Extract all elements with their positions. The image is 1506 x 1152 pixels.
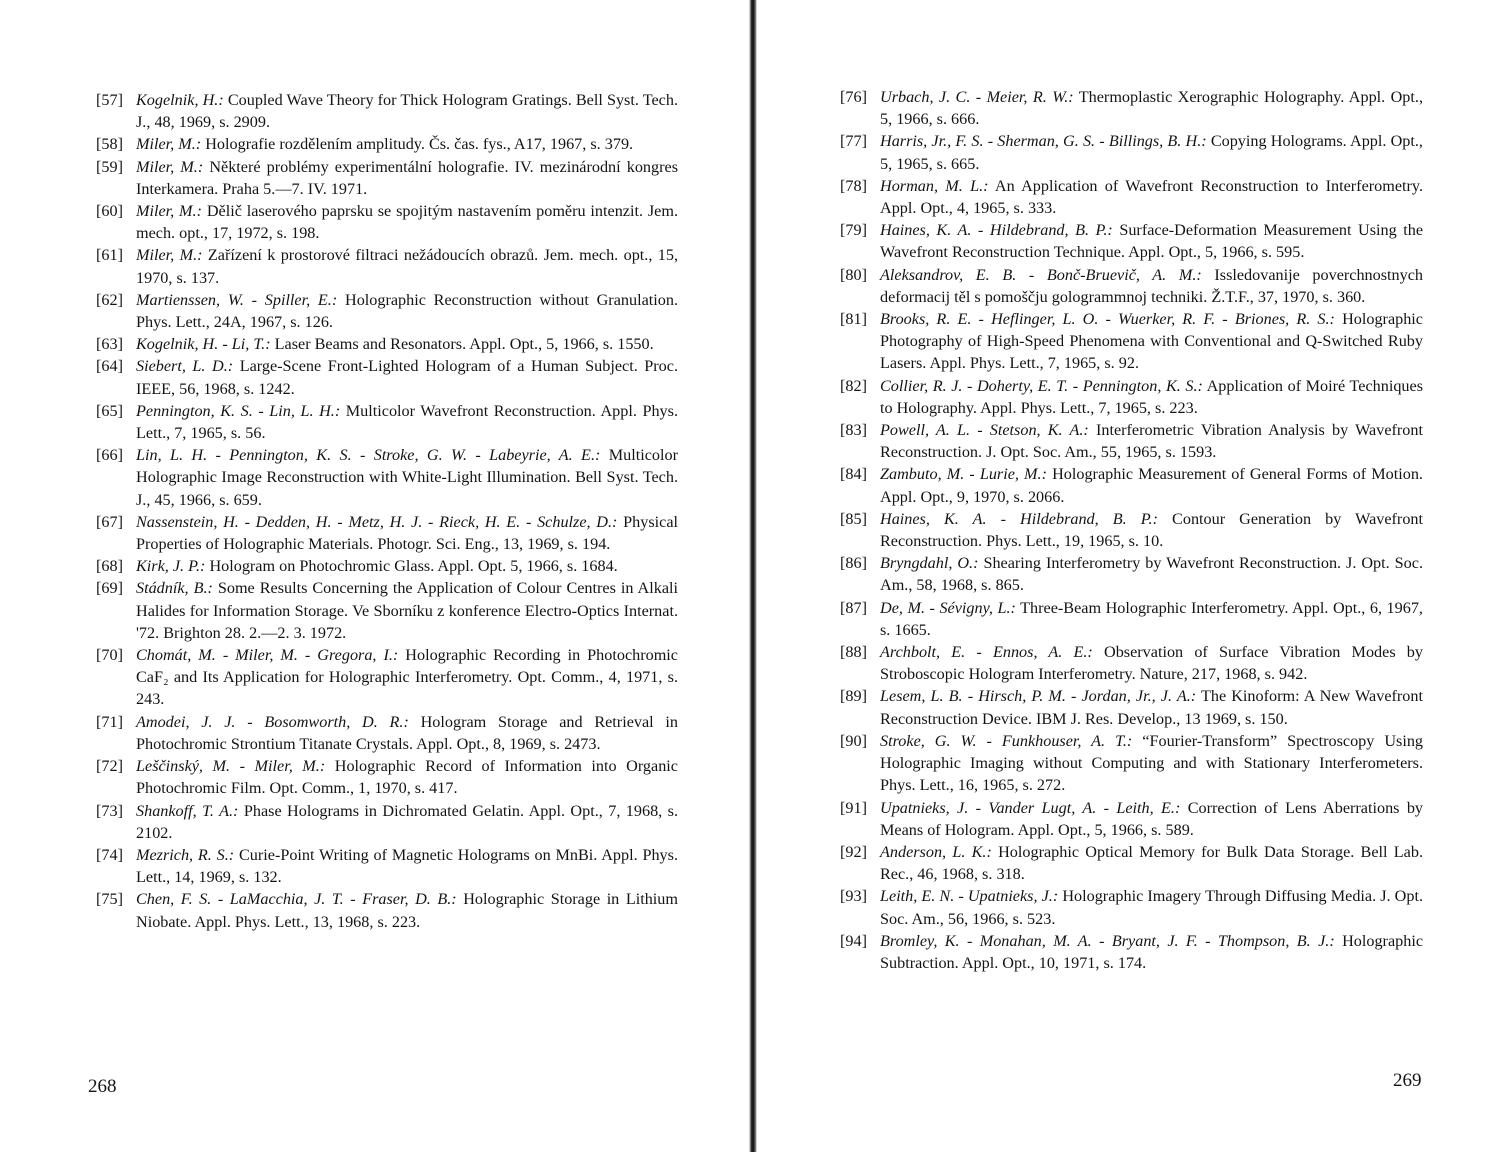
reference-number: [61] (96, 246, 123, 265)
reference-item (840, 130, 1423, 174)
reference-text: Surface-Deformation Measurement Using the Wavefront Reconstruction Technique. Appl. Opt., 5, 1966, s. 595. (880, 221, 1423, 262)
reference-number: [84] (840, 465, 867, 484)
reference-text: Physical Properties of Holographic Materials. Photogr. Sci. Eng., 13, 1969, s. 194. (136, 512, 678, 554)
reference-authors: Siebert, L. D.: (136, 357, 234, 376)
reference-authors: Anderson, L. K.: (880, 842, 992, 861)
reference-item (840, 841, 1423, 885)
reference-text: Application of Moiré Techniques to Holography. Appl. Phys. Lett., 7, 1965, s. 223. (880, 376, 1423, 417)
reference-text: Holographic Subtraction. Appl. Opt., 10, 1971, s. 174. (880, 931, 1424, 972)
reference-text: Holographic Photography of High-Speed Phenomena with Conventional and Q-Switched Ruby Lasers. Appl. Phys. Lett., 7, 1965, s. 92. (880, 310, 1423, 373)
reference-item (96, 444, 678, 511)
reference-text: Hologram on Photochromic Glass. Appl. Opt. 5, 1966, s. 1684. (205, 557, 618, 576)
reference-authors: Amodei, J. J. - Bosomworth, D. R.: (136, 712, 409, 731)
reference-text: Thermoplastic Xerographic Holography. Appl. Opt., 5, 1966, s. 666. (880, 88, 1423, 129)
reference-authors: Shankoff, T. A.: (136, 801, 239, 820)
reference-text: Dělič laserového paprsku se spojitým nastavením poměru intenzit. Jem. mech. opt., 17, 1972, s. 198. (136, 202, 678, 243)
reference-item (96, 511, 678, 555)
reference-authors: Archbolt, E. - Ennos, A. E.: (880, 643, 1093, 662)
reference-number: [85] (840, 509, 867, 528)
reference-item (96, 133, 678, 155)
reference-item (96, 555, 678, 577)
reference-authors: Kogelnik, H. - Li, T.: (136, 335, 271, 354)
reference-number: [83] (840, 421, 867, 440)
reference-list (840, 86, 1423, 974)
reference-number: [72] (96, 757, 123, 776)
reference-authors: Collier, R. J. - Doherty, E. T. - Pennington, K. S.: (880, 376, 1203, 395)
reference-authors: Horman, M. L.: (880, 176, 989, 195)
reference-authors: Upatnieks, J. - Vander Lugt, A. - Leith, E.: (880, 798, 1181, 817)
reference-number: [76] (840, 88, 867, 106)
reference-authors: Aleksandrov, E. B. - Bonč-Bruevič, A. M.: (880, 265, 1202, 284)
reference-text: Holographic Storage in Lithium Niobate. Appl. Phys. Lett., 13, 1968, s. 223. (136, 890, 678, 931)
reference-item (96, 333, 678, 355)
reference-item (840, 463, 1423, 507)
reference-authors: Pennington, K. S. - Lin, L. H.: (136, 401, 341, 420)
reference-number: [71] (96, 712, 123, 731)
reference-text: Hologram Storage and Retrieval in Photochromic Strontium Titanate Crystals. Appl. Opt., 8, 1969, s. 2473. (136, 712, 678, 753)
reference-item (840, 641, 1423, 685)
reference-text: Holographic Recording in Photochromic CaF₂ and Its Application for Holographic Interferometry. Opt. Comm., 4, 1971, s. 243. (136, 646, 678, 709)
reference-item (840, 930, 1423, 974)
reference-number: [80] (840, 265, 867, 284)
reference-authors: Miler, M.: (136, 157, 204, 176)
reference-number: [87] (840, 598, 867, 617)
reference-item (840, 597, 1423, 641)
reference-number: [89] (840, 687, 867, 706)
reference-number: [81] (840, 310, 867, 329)
reference-item (840, 419, 1423, 463)
reference-item (840, 175, 1423, 219)
reference-authors: Stroke, G. W. - Funkhouser, A. T.: (880, 731, 1133, 750)
reference-text: Correction of Lens Aberrations by Means of Hologram. Appl. Opt., 5, 1966, s. 589. (880, 798, 1424, 839)
reference-authors: Lin, L. H. - Pennington, K. S. - Stroke, G. W. - Labeyrie, A. E.: (136, 446, 601, 465)
reference-number: [91] (840, 798, 867, 817)
page-number: 268 (88, 1076, 117, 1097)
reference-text: Curie-Point Writing of Magnetic Holograms on MnBi. Appl. Phys. Lett., 14, 1969, s. 132. (136, 845, 678, 887)
reference-text: Holographic Measurement of General Forms of Motion. Appl. Opt., 9, 1970, s. 2066. (880, 465, 1423, 506)
reference-number: [65] (96, 401, 123, 420)
reference-authors: Powell, A. L. - Stetson, K. A.: (880, 421, 1089, 440)
reference-number: [86] (840, 554, 867, 573)
reference-number: [69] (96, 579, 123, 598)
book-gutter (749, 0, 757, 1152)
reference-item (840, 730, 1423, 797)
reference-authors: Chomát, M. - Miler, M. - Gregora, I.: (136, 646, 399, 665)
reference-authors: De, M. - Sévigny, L.: (880, 598, 1016, 617)
reference-authors: Miler, M.: (136, 246, 203, 265)
reference-text: Some Results Concerning the Application of Colour Centres in Alkali Halides for Information Storage. Ve Sborníku z konference Electro-Optics Internat. '72. Brighton 28. 2.—2. 3. 1972. (136, 579, 678, 642)
reference-text: Holographic Optical Memory for Bulk Data Storage. Bell Lab. Rec., 46, 1968, s. 318. (880, 842, 1423, 884)
reference-item (96, 355, 678, 399)
reference-item (96, 711, 678, 755)
reference-text: Phase Holograms in Dichromated Gelatin. Appl. Opt., 7, 1968, s. 2102. (136, 801, 678, 842)
reference-number: [94] (840, 931, 867, 950)
reference-authors: Leščinský, M. - Miler, M.: (136, 757, 326, 776)
reference-item (840, 797, 1423, 841)
reference-item (840, 219, 1423, 263)
reference-item (96, 400, 678, 444)
reference-number: [59] (96, 157, 123, 176)
reference-item (96, 289, 678, 333)
reference-authors: Lesem, L. B. - Hirsch, P. M. - Jordan, Jr., J. A.: (880, 687, 1197, 706)
reference-authors: Haines, K. A. - Hildebrand, B. P.: (880, 221, 1113, 240)
reference-item (96, 577, 678, 644)
reference-item (840, 552, 1423, 596)
reference-text: Holographic Imagery Through Diffusing Media. J. Opt. Soc. Am., 56, 1966, s. 523. (880, 887, 1423, 928)
reference-text: Multicolor Wavefront Reconstruction. Appl. Phys. Lett., 7, 1965, s. 56. (136, 401, 678, 443)
page-number: 269 (1393, 1070, 1422, 1091)
reference-text: Laser Beams and Resonators. Appl. Opt., 5, 1966, s. 1550. (270, 335, 654, 354)
reference-text: An Application of Wavefront Reconstruction to Interferometry. Appl. Opt., 4, 1965, s. 333. (880, 176, 1423, 218)
reference-item (96, 244, 678, 288)
reference-item (840, 308, 1423, 375)
reference-authors: Miler, M.: (136, 202, 202, 221)
reference-number: [57] (96, 91, 123, 109)
reference-text: Large-Scene Front-Lighted Hologram of a Human Subject. Proc. IEEE, 56, 1968, s. 1242. (136, 357, 679, 398)
reference-authors: Bryngdahl, O.: (880, 554, 979, 573)
reference-item (840, 264, 1423, 308)
reference-item (96, 89, 678, 133)
right-page (757, 0, 1506, 1152)
reference-number: [77] (840, 132, 867, 151)
reference-text: Holographic Reconstruction without Granulation. Phys. Lett., 24A, 1967, s. 126. (136, 290, 678, 332)
reference-authors: Leith, E. N. - Upatnieks, J.: (880, 887, 1059, 906)
reference-text: Zařízení k prostorové filtraci nežádoucích obrazů. Jem. mech. opt., 15, 1970, s. 137. (136, 246, 678, 287)
reference-number: [63] (96, 335, 123, 354)
reference-item (96, 156, 678, 200)
reference-item (96, 844, 678, 888)
reference-authors: Haines, K. A. - Hildebrand, B. P.: (880, 509, 1158, 528)
reference-authors: Chen, F. S. - LaMacchia, J. T. - Fraser, D. B.: (136, 890, 457, 909)
reference-text: Copying Holograms. Appl. Opt., 5, 1965, s. 665. (880, 132, 1423, 173)
reference-authors: Zambuto, M. - Lurie, M.: (880, 465, 1047, 484)
reference-text: Shearing Interferometry by Wavefront Reconstruction. J. Opt. Soc. Am., 58, 1968, s. 865. (880, 554, 1423, 595)
reference-text: Three-Beam Holographic Interferometry. Appl. Opt., 6, 1967, s. 1665. (880, 598, 1423, 639)
reference-item (840, 885, 1423, 929)
reference-item (96, 888, 678, 932)
reference-list (96, 89, 678, 933)
reference-authors: Urbach, J. C. - Meier, R. W.: (880, 88, 1074, 106)
reference-item (840, 86, 1423, 130)
reference-number: [62] (96, 290, 123, 309)
reference-number: [73] (96, 801, 123, 820)
reference-authors: Stádník, B.: (136, 579, 213, 598)
reference-item (840, 375, 1423, 419)
reference-item (96, 200, 678, 244)
reference-number: [66] (96, 446, 123, 465)
reference-authors: Brooks, R. E. - Heflinger, L. O. - Wuerker, R. F. - Briones, R. S.: (880, 310, 1335, 329)
reference-item (96, 755, 678, 799)
reference-authors: Harris, Jr., F. S. - Sherman, G. S. - Billings, B. H.: (880, 132, 1207, 151)
reference-number: [78] (840, 176, 867, 195)
reference-number: [93] (840, 887, 867, 906)
reference-authors: Kirk, J. P.: (136, 557, 206, 576)
reference-authors: Miler, M.: (136, 135, 202, 154)
reference-item (840, 685, 1423, 729)
reference-number: [92] (840, 842, 867, 861)
reference-number: [60] (96, 202, 123, 221)
reference-number: [82] (840, 376, 867, 395)
reference-number: [58] (96, 135, 123, 154)
reference-number: [88] (840, 643, 867, 662)
reference-number: [74] (96, 845, 123, 864)
reference-number: [79] (840, 221, 867, 240)
reference-text: Některé problémy experimentální holografie. IV. mezinárodní kongres Interkamera. Praha 5.—7. IV. 1971. (136, 157, 678, 198)
reference-text: “Fourier-Transform” Spectroscopy Using Holographic Imaging without Computing and with Stationary Interferometers. Phys. Lett., 16, 1965, s. 272. (880, 731, 1424, 795)
reference-authors: Mezrich, R. S.: (136, 845, 235, 864)
reference-number: [75] (96, 890, 123, 909)
reference-text: Holographic Record of Information into Organic Photochromic Film. Opt. Comm., 1, 1970, s. 417. (136, 757, 678, 798)
reference-authors: Nassenstein, H. - Dedden, H. - Metz, H. J. - Rieck, H. E. - Schulze, D.: (136, 512, 618, 531)
reference-number: [90] (840, 731, 867, 750)
reference-authors: Martienssen, W. - Spiller, E.: (136, 290, 338, 309)
reference-authors: Bromley, K. - Monahan, M. A. - Bryant, J. F. - Thompson, B. J.: (880, 931, 1335, 950)
reference-item (96, 800, 678, 844)
reference-text: Holografie rozdělením amplitudy. Čs. čas. fys., A17, 1967, s. 379. (201, 135, 634, 154)
reference-authors: Kogelnik, H.: (136, 91, 224, 109)
reference-text: The Kinoform: A New Wavefront Reconstruction Device. IBM J. Res. Develop., 13 1969, s. 150. (880, 687, 1423, 728)
reference-text: Interferometric Vibration Analysis by Wavefront Reconstruction. J. Opt. Soc. Am., 55, 1965, s. 1593. (880, 421, 1423, 462)
reference-text: Issledovanije poverchnostnych deformacij těl s pomoščju gologrammnoj techniki. Ž.T.F., 37, 1970, s. 360. (880, 265, 1424, 306)
left-page (0, 0, 749, 1152)
reference-number: [64] (96, 357, 123, 376)
reference-item (840, 508, 1423, 552)
reference-item (96, 644, 678, 711)
reference-number: [68] (96, 557, 123, 576)
reference-text: Observation of Surface Vibration Modes by Stroboscopic Hologram Interferometry. Nature, 217, 1968, s. 942. (880, 643, 1423, 684)
reference-text: Coupled Wave Theory for Thick Hologram Gratings. Bell Syst. Tech. J., 48, 1969, s. 2909. (136, 91, 678, 132)
reference-number: [67] (96, 512, 123, 531)
reference-number: [70] (96, 646, 123, 665)
reference-text: Contour Generation by Wavefront Reconstruction. Phys. Lett., 19, 1965, s. 10. (880, 509, 1424, 551)
reference-text: Multicolor Holographic Image Reconstruction with White-Light Illumination. Bell Syst. Tech. J., 45, 1966, s. 659. (136, 446, 678, 509)
